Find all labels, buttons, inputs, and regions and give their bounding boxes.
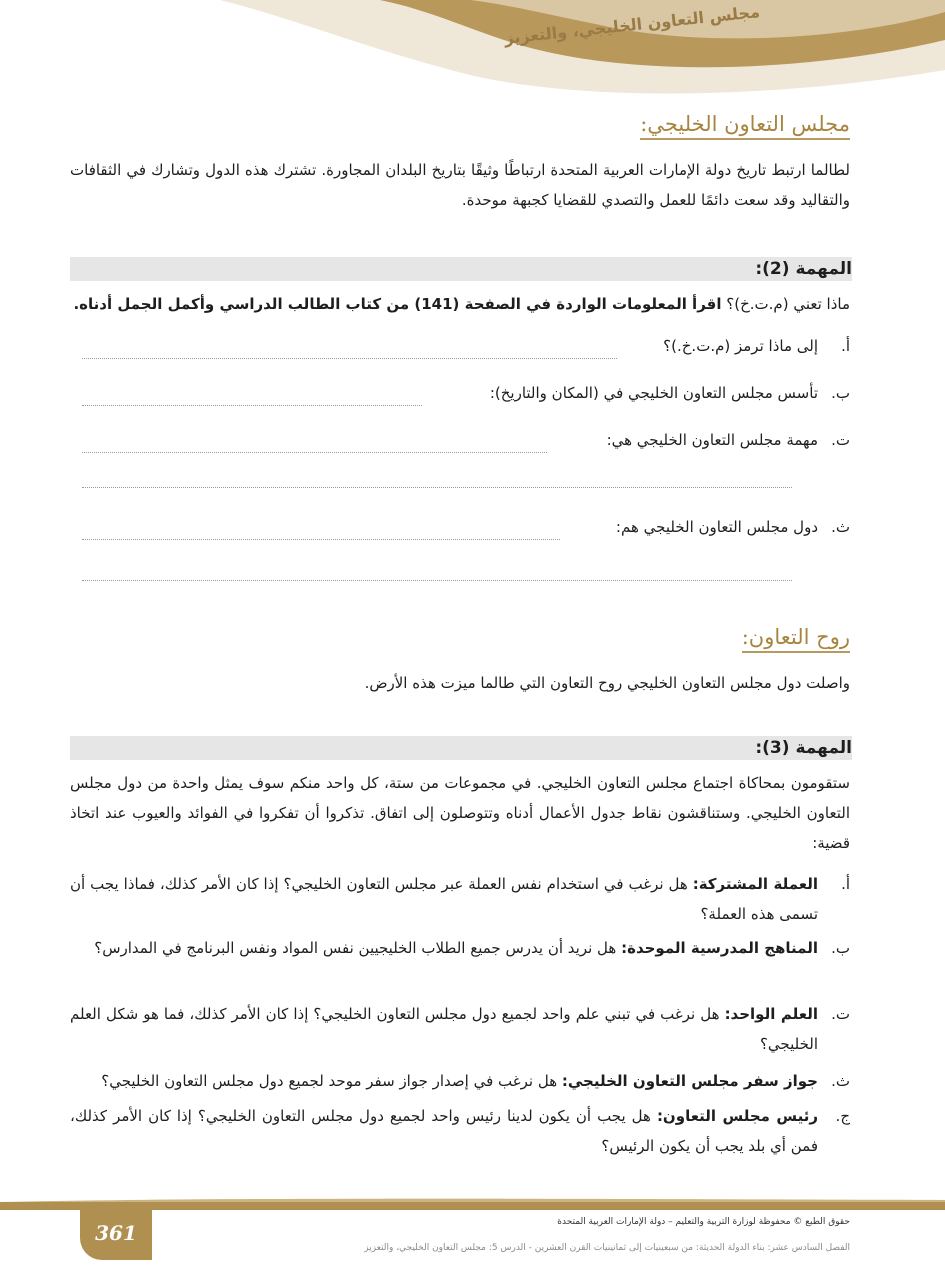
- question-text: تأسس مجلس التعاون الخليجي في (المكان والتاريخ):: [489, 384, 818, 402]
- agenda-item-letter: ب.: [831, 939, 850, 957]
- answer-line-continuation[interactable]: [82, 487, 792, 488]
- agenda-item-text: هل يجب أن يكون لدينا رئيس واحد لجميع دول مجلس التعاون الخليجي؟ إذا كان الأمر كذلك، فمن أي بلد يجب أن يكون الرئيس؟: [70, 1107, 818, 1155]
- task-2-intro-instruction: اقرأ المعلومات الواردة في الصفحة (141) من كتاب الطالب الدراسي وأكمل الجمل أدناه.: [73, 295, 722, 313]
- answer-line-continuation[interactable]: [82, 580, 792, 581]
- agenda-item-text: هل نريد أن يدرس جميع الطلاب الخليجيين نفس المواد ونفس البرنامج في المدارس؟: [94, 939, 622, 957]
- question-text: دول مجلس التعاون الخليجي هم:: [615, 518, 818, 536]
- agenda-item-currency: [70, 869, 850, 929]
- agenda-item-text: هل نرغب في استخدام نفس العملة عبر مجلس التعاون الخليجي؟ إذا كان الأمر كذلك، فماذا يجب أن تسمى هذه العملة؟: [70, 875, 818, 923]
- task-2-intro-question: ماذا تعني (م.ت.خ)؟: [721, 295, 850, 313]
- page-number: 361: [80, 1210, 152, 1260]
- agenda-item-curriculum: [70, 933, 850, 963]
- agenda-item-passport: [70, 1066, 850, 1096]
- question-text: إلى ماذا ترمز (م.ت.خ.)؟: [663, 337, 818, 355]
- agenda-item-text: هل نرغب في إصدار جواز سفر موحد لجميع دول مجلس التعاون الخليجي؟: [101, 1072, 562, 1090]
- question-th: [82, 518, 850, 544]
- agenda-item-president: [70, 1101, 850, 1161]
- question-t: [82, 431, 850, 457]
- agenda-item-label: المناهج المدرسية الموحدة:: [621, 939, 818, 957]
- agenda-item-label: رئيس مجلس التعاون:: [656, 1107, 818, 1125]
- question-letter: ث.: [831, 518, 850, 536]
- section-title-cooperation: روح التعاون:: [742, 625, 850, 653]
- task-3-intro: ستقومون بمحاكاة اجتماع مجلس التعاون الخليجي. في مجموعات من ستة، كل واحد منكم سوف يمثل واحدة من دول مجلس التعاون الخليجي. وستناقشون نقاط جدول الأعمال أدناه وتتوصلون إلى اتفاق. تذكروا أن تفكروا في الفوائد والعيوب عند اتخاذ قضية:: [70, 774, 850, 852]
- agenda-item-letter: ت.: [831, 1005, 850, 1023]
- agenda-item-text: هل نرغب في تبني علم واحد لجميع دول مجلس التعاون الخليجي؟ إذا كان الأمر كذلك، فما هو شكل العلم الخليجي؟: [70, 1005, 818, 1053]
- agenda-item-label: جواز سفر مجلس التعاون الخليجي:: [561, 1072, 818, 1090]
- answer-line[interactable]: [82, 358, 617, 359]
- agenda-item-letter: ج.: [835, 1107, 850, 1125]
- task-2-intro: [70, 289, 850, 319]
- question-a: [82, 337, 850, 363]
- task-3-header: [70, 736, 852, 760]
- section-title-gcc: مجلس التعاون الخليجي:: [640, 112, 850, 140]
- chapter-lesson-path: الفصل السادس عشر: بناء الدولة الحديثة: من سبعينيات إلى ثمانينيات القرن العشرين - الدرس 5: مجلس التعاون الخليجي، والتعزيز: [364, 1243, 850, 1253]
- agenda-item-letter: ث.: [831, 1072, 850, 1090]
- question-letter: ت.: [831, 431, 850, 449]
- copyright-notice: حقوق الطبع © محفوظة لوزارة التربية والتعليم – دولة الإمارات العربية المتحدة: [557, 1217, 850, 1227]
- gcc-intro-paragraph: لطالما ارتبط تاريخ دولة الإمارات العربية المتحدة ارتباطًا وثيقًا بتاريخ البلدان المجاورة. تشترك هذه الدول وتشارك في الثقافات والتقاليد وقد سعت دائمًا للعمل والتصدي للقضايا كجبهة موحدة.: [70, 161, 850, 209]
- task-2-header: [70, 257, 852, 281]
- cooperation-paragraph: واصلت دول مجلس التعاون الخليجي روح التعاون التي طالما ميزت هذه الأرض.: [364, 674, 850, 692]
- task-3-title: المهمة (3):: [755, 738, 852, 758]
- agenda-item-flag: [70, 999, 850, 1059]
- task-2-title: المهمة (2):: [755, 259, 852, 279]
- agenda-item-letter: أ.: [841, 875, 850, 893]
- agenda-item-label: العلم الواحد:: [724, 1005, 818, 1023]
- question-letter: أ.: [841, 337, 850, 355]
- agenda-item-label: العملة المشتركة:: [692, 875, 818, 893]
- answer-line[interactable]: [82, 539, 560, 540]
- answer-line[interactable]: [82, 452, 547, 453]
- banner-title: مجلس التعاون الخليجي، والتعزيز: [503, 2, 761, 48]
- answer-line[interactable]: [82, 405, 422, 406]
- question-text: مهمة مجلس التعاون الخليجي هي:: [606, 431, 818, 449]
- header-banner: [0, 0, 945, 110]
- question-letter: ب.: [831, 384, 850, 402]
- question-b: [82, 384, 850, 410]
